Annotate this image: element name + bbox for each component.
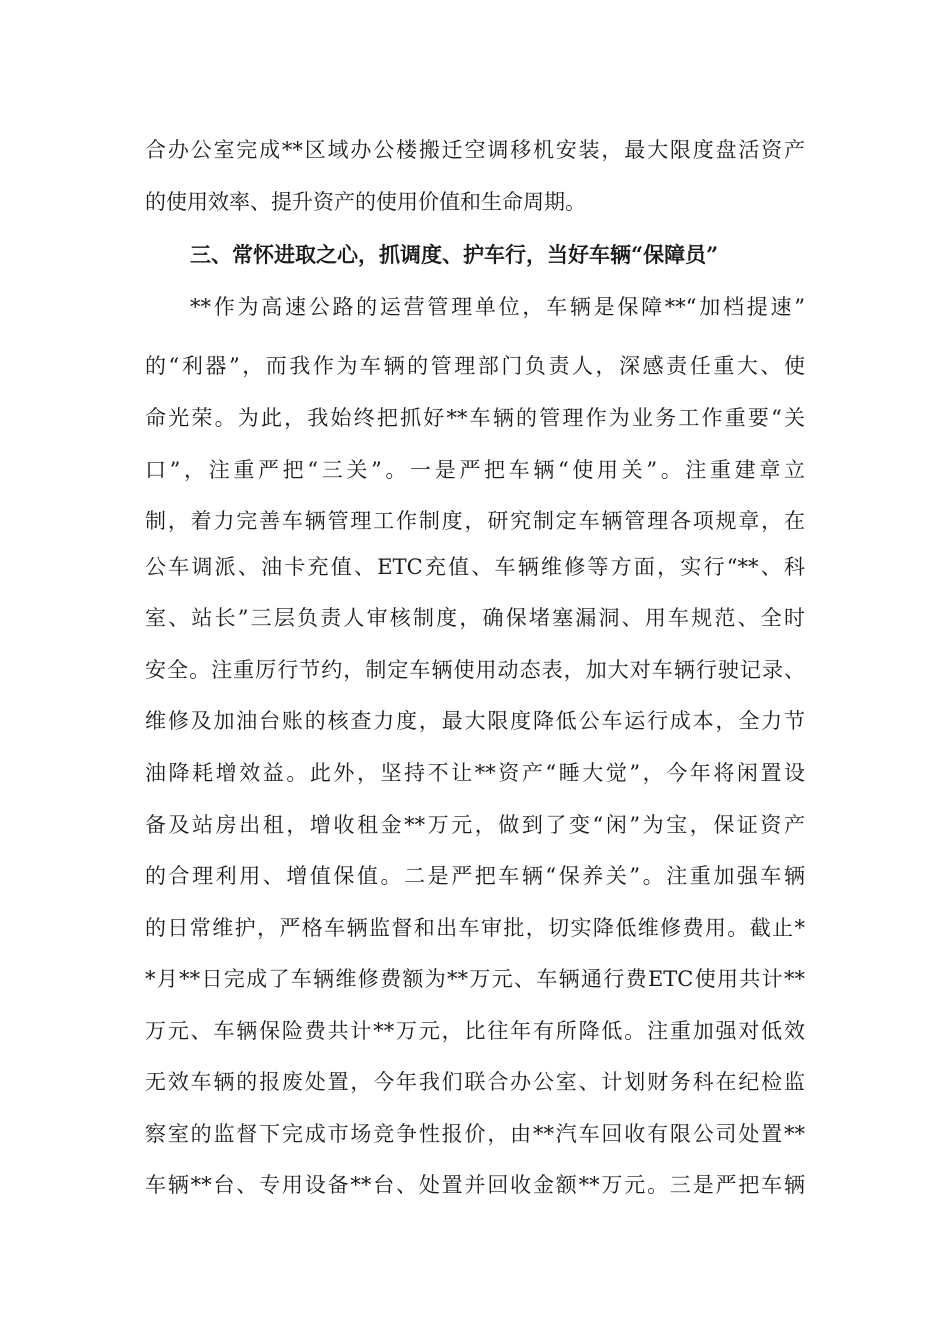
- main-line-17: 察室的监督下完成市场竞争性报价，由**汽车回收有限公司处置**: [145, 1122, 805, 1146]
- main-line-8: 安全。注重厉行节约，制定车辆使用动态表，加大对车辆行驶记录、: [145, 658, 805, 682]
- main-line-18: 车辆**台、专用设备**台、处置并回收金额**万元。三是严把车辆: [145, 1173, 805, 1197]
- main-line-16: 无效车辆的报废处置，今年我们联合办公室、计划财务科在纪检监: [145, 1070, 805, 1094]
- main-line-4: 口”，注重严把“三关”。一是严把车辆“使用关”。注重建章立: [145, 458, 805, 482]
- intro-line-2: 的使用效率、提升资产的使用价值和生命周期。: [145, 190, 586, 214]
- main-line-3: 命光荣。为此，我始终把抓好**车辆的管理作为业务工作重要“关: [145, 406, 805, 430]
- main-line-14: *月**日完成了车辆维修费额为**万元、车辆通行费ETC使用共计**: [145, 967, 805, 991]
- intro-line-1: 合办公室完成**区域办公楼搬迁空调移机安装，最大限度盘活资产: [145, 138, 805, 162]
- main-line-11: 备及站房出租，增收租金**万元，做到了变“闲”为宝，保证资产: [145, 813, 805, 837]
- main-line-13: 的日常维护，严格车辆监督和出车审批，切实降低维修费用。截止*: [145, 916, 805, 940]
- main-line-12: 的合理利用、增值保值。二是严把车辆“保养关”。注重加强车辆: [145, 864, 805, 888]
- main-line-10: 油降耗增效益。此外，坚持不让**资产“睡大觉”，今年将闲置设: [145, 761, 805, 785]
- main-line-6: 公车调派、油卡充值、ETC充值、车辆维修等方面，实行“**、科: [145, 555, 805, 579]
- main-line-1: **作为高速公路的运营管理单位，车辆是保障**“加档提速”: [190, 295, 805, 319]
- section-heading: 三、常怀进取之心，抓调度、护车行，当好车辆“保障员”: [190, 242, 719, 267]
- main-line-9: 维修及加油台账的核查力度，最大限度降低公车运行成本，全力节: [145, 709, 805, 733]
- main-line-5: 制，着力完善车辆管理工作制度，研究制定车辆管理各项规章，在: [145, 509, 805, 533]
- main-line-2: 的“利器”，而我作为车辆的管理部门负责人，深感责任重大、使: [145, 354, 805, 378]
- main-line-7: 室、站长”三层负责人审核制度，确保堵塞漏洞、用车规范、全时: [145, 606, 805, 630]
- main-line-15: 万元、车辆保险费共计**万元，比往年有所降低。注重加强对低效: [145, 1019, 805, 1043]
